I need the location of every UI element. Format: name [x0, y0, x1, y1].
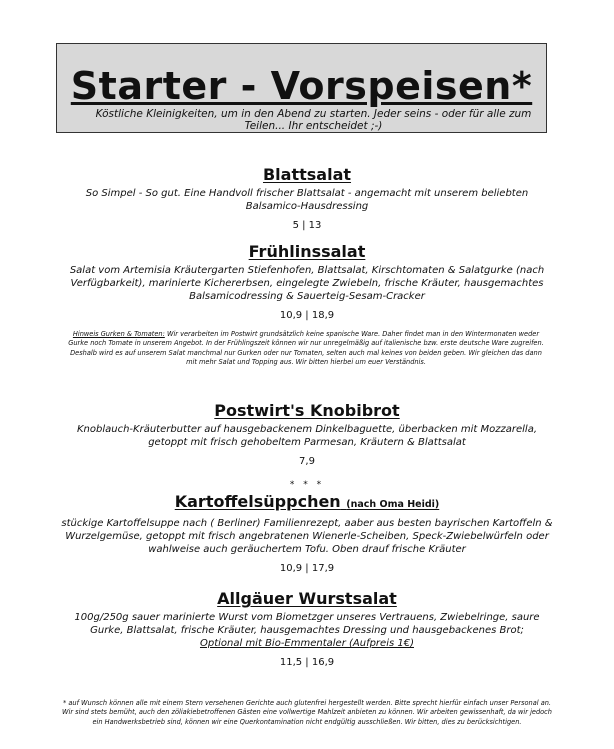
hinweis-label: Hinweis Gurken & Tomaten: — [72, 330, 165, 338]
dish-price: 7,9 — [299, 456, 315, 467]
dish-price: 10,9 | 17,9 — [279, 563, 335, 574]
dish-title — [60, 492, 554, 515]
hinweis-text: Wir verarbeiten im Postwirt grundsätzlich keine spanische Ware. Daher findet man in den Wintermonaten weder Gurke noch Tomate in unserem Angebot. In der Frühlingszeit können wir nur unregelmäßig auf italienische bzw. erste deutsche Ware zugreifen. Deshalb wird es auf unserem Salat manchmal nur Gurken oder nur Tomaten, selten auch mal keines von beiden geben. Wir gleichen das dann mit mehr Salat und Topping aus. Wir bitten hierbei um euer Verständnis. — [68, 330, 544, 366]
dish-description — [60, 611, 554, 650]
separator: * * * — [289, 480, 325, 490]
dish-wurstsalat — [60, 589, 554, 669]
dish-option: Optional mit Bio-Emmentaler (Aufpreis 1€) — [199, 638, 414, 649]
dish-title: Frühlinssalat — [248, 242, 366, 261]
dish-price: 11,5 | 16,9 — [279, 657, 335, 668]
dish-title: Blattsalat — [262, 165, 352, 184]
dish-description: stückige Kartoffelsuppe nach ( Berliner) Familienrezept, aaber aus besten bayrischen Kartoffeln & Wurzelgemüse, getoppt mit frisch angebratenen Wienerle-Scheiben, Speck-Zwiebelwürfeln oder wahlweise auch geräuchertem Tofu. Oben drauf frische Kräuter — [61, 518, 553, 555]
dish-blattsalat — [60, 165, 554, 232]
dish-description: Knoblauch-Kräuterbutter auf hausgebackenem Dinkelbaguette, überbacken mit Mozzarella, getoppt mit frisch gehobeltem Parmesan, Kräutern & Blattsalat — [76, 424, 538, 448]
page-title: Starter - Vorspeisen* — [70, 64, 533, 108]
dish-title: Postwirt's Knobibrot — [214, 401, 400, 420]
menu-header — [56, 43, 547, 133]
dish-note: (nach Oma Heidi) — [346, 499, 440, 510]
dish-description: So Simpel - So gut. Eine Handvoll frischer Blattsalat - angemacht mit unserem beliebten Balsamico-Hausdressing — [85, 188, 529, 212]
dish-price: 5 | 13 — [292, 220, 322, 231]
dish-knobibrot — [60, 401, 554, 468]
dish-description: Salat vom Artemisia Kräutergarten Stiefenhofen, Blattsalat, Kirschtomaten & Salatgurke (nach Verfügbarkeit), marinierte Kichererbsen, eingelegte Zwiebeln, frische Kräuter, hausgemachtes Balsamicodressing & Sauerteig-Sesam-Cracker — [69, 265, 545, 302]
dish-name: Kartoffelsüppchen — [174, 492, 341, 511]
footer-note: * auf Wunsch können alle mit einem Stern versehenen Gerichte auch glutenfrei hergestellt werden. Bitte sprecht hierfür einfach unser Personal an. Wir sind stets bemüht, auch den zöliakiebetroffenen Gästen eine vollwertige Mahlzeit anbieten zu können. Wir arbeiten gewissenhaft, da wir jedoch ein Handwerksbetrieb sind, können wir eine Querkontamination nicht endgültig ausschließen. Wir bitten, dies zu berücksichtigen. — [62, 699, 552, 726]
dish-description-text: 100g/250g sauer marinierte Wurst vom Biometzger unseres Vertrauens, Zwiebelringe, saure Gurke, Blattsalat, frische Kräuter, hausgemachtes Dressing und hausgebackenes Brot; — [74, 612, 540, 636]
page-subtitle: Köstliche Kleinigkeiten, um in den Abend zu starten. Jeder seins - oder für alle zum Teilen... Ihr entscheidet ;-) — [95, 108, 532, 132]
dish-price: 10,9 | 18,9 — [279, 310, 335, 321]
dish-kartoffelsueppchen — [60, 492, 554, 575]
dish-title: Allgäuer Wurstsalat — [217, 589, 397, 608]
hinweis-note — [64, 330, 548, 367]
dish-fruehlingssalat — [60, 242, 554, 322]
